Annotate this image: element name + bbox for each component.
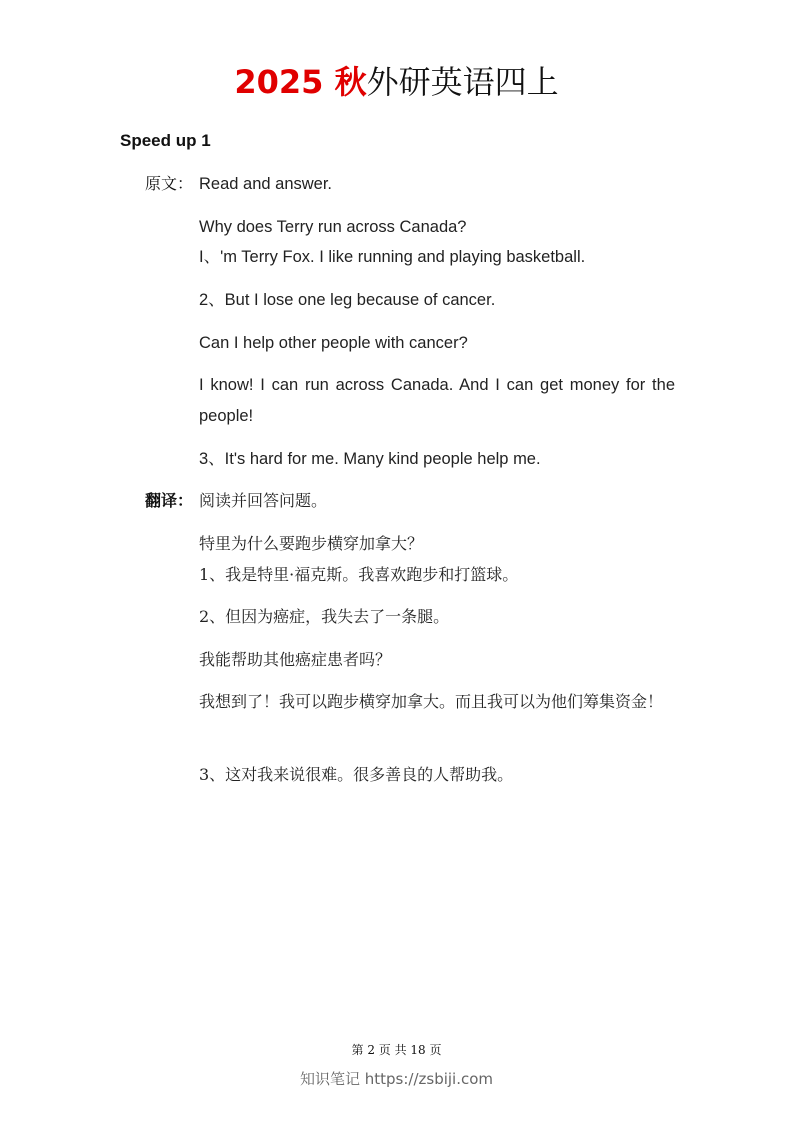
title-year-season: 2025 秋 bbox=[234, 63, 367, 101]
document-title bbox=[0, 58, 793, 106]
translation-line-question: 特里为什么要跑步横穿加拿大？ bbox=[199, 534, 424, 553]
translation-line-know: 我想到了！我可以跑步横穿加拿大。而且我可以为他们筹集资金！ bbox=[199, 692, 664, 711]
original-line-help: Can I help other people with cancer? bbox=[199, 334, 468, 352]
original-line-2: 2、But I lose one leg because of cancer. bbox=[199, 291, 496, 309]
translation-line-3: 3、这对我来说很难。很多善良的人帮助我。 bbox=[199, 765, 514, 784]
page-number: 第 2 页 共 18 页 bbox=[351, 1043, 442, 1057]
original-line-know: I know! I can run across Canada. And I can get money for the people! bbox=[199, 376, 675, 425]
original-label: 原文： bbox=[145, 174, 194, 193]
site-watermark: 知识笔记 https://zsbiji.com bbox=[299, 1070, 494, 1088]
translation-line-2: 2、但因为癌症，我失去了一条腿。 bbox=[199, 607, 450, 626]
translation-line-help: 我能帮助其他癌症患者吗？ bbox=[199, 650, 392, 669]
translation-line-instruction: 阅读并回答问题。 bbox=[199, 491, 328, 510]
translation-line-1: 1、我是特里·福克斯。我喜欢跑步和打篮球。 bbox=[199, 565, 519, 584]
original-line-question: Why does Terry run across Canada? bbox=[199, 218, 467, 236]
original-line-3: 3、It's hard for me. Many kind people help me. bbox=[199, 450, 541, 468]
original-line-instruction: Read and answer. bbox=[199, 175, 333, 193]
translation-label: 翻译： bbox=[145, 491, 194, 510]
section-heading: Speed up 1 bbox=[120, 131, 211, 150]
title-subject: 外研英语四上 bbox=[366, 63, 559, 101]
original-line-1: I、'm Terry Fox. I like running and playing basketball. bbox=[199, 248, 586, 266]
